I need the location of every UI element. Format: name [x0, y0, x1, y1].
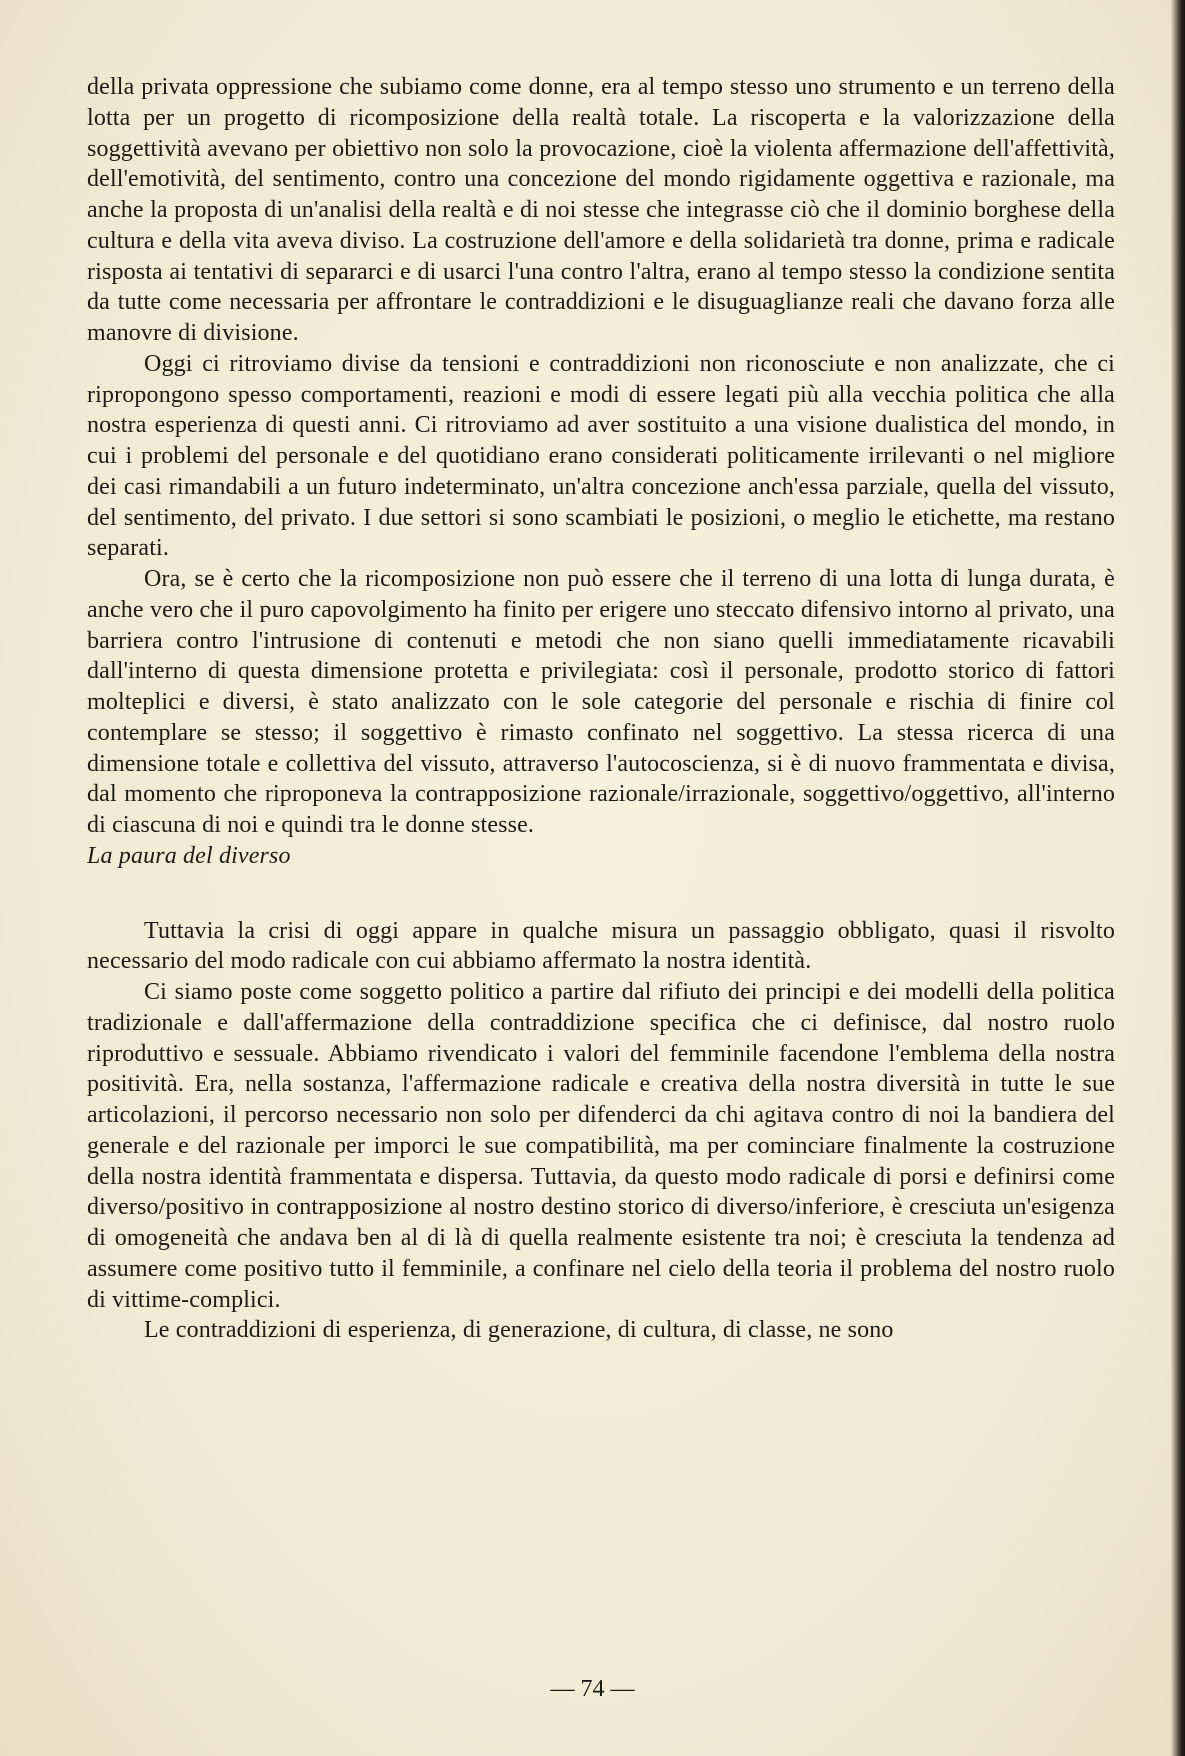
paragraph: Le contraddizioni di esperienza, di generazione, di cultura, di classe, ne sono [144, 1317, 894, 1344]
paragraph: Tuttavia la crisi di oggi appare in qualche misura un passaggio obbligato, quasi il risvolto necessario del modo radicale con cui abbiamo affermato la nostra identità. [87, 917, 1115, 975]
paragraph: Ci siamo poste come soggetto politico a partire dal rifiuto dei principi e dei modelli della politica tradizionale e dall'affermazione della contraddizione specifica che ci definisce, dal nostro ruolo riproduttivo e sessuale. Abbiamo rivendicato i valori del femminile facendone l'emblema della nostra positività. Era, nella sostanza, l'affermazione radicale e creativa della nostra diversità in tutte le sue articolazioni, il percorso necessario non solo per difenderci da chi agitava contro di noi la bandiera del generale e del razionale per imporci le sue compatibilità, ma per cominciare finalmente la costruzione della nostra identità frammentata e dispersa. Tuttavia, da questo modo radicale di porsi e definirsi come diverso/positivo in contrapposizione al nostro destino storico di diverso/inferiore, è cresciuta un'esigenza di omogeneità che andava ben al di là di quella realmente esistente tra noi; è cresciuta la tendenza ad assumere come positivo tutto il femminile, a confinare nel cielo della teoria il problema del nostro ruolo di vittime-complici. [87, 979, 1115, 1313]
page-number: — 74 — [550, 1676, 635, 1702]
body-text [87, 72, 1115, 1346]
page-edge-shadow [1171, 0, 1185, 1756]
paragraph: Oggi ci ritroviamo divise da tensioni e contraddizioni non riconosciute e non analizzate, che ci ripropongono spesso comportamenti, reazioni e modi di essere legati più alla vecchia politica che alla nostra esperienza di questi anni. Ci ritroviamo ad aver sostituito a una visione dualistica del mondo, in cui i problemi del personale e del quotidiano erano considerati politicamente irrilevanti o nel migliore dei casi rimandabili a un futuro indeterminato, un'altra concezione anch'essa parziale, quella del vissuto, del sentimento, del privato. I due settori si sono scambiati le posizioni, o meglio le etichette, ma restano separati. [87, 350, 1115, 562]
paragraph: della privata oppressione che subiamo come donne, era al tempo stesso uno strumento e un terreno della lotta per un progetto di ricomposizione della realtà totale. La riscoperta e la valorizzazione della soggettività avevano per obiettivo non solo la provocazione, cioè la violenta affermazione dell'affettività, dell'emotività, del sentimento, contro una concezione del mondo rigidamente oggettiva e razionale, ma anche la proposta di un'analisi della realtà e di noi stesse che integrasse ciò che il dominio borghese della cultura e della vita aveva diviso. La costruzione dell'amore e della solidarietà tra donne, prima e radicale risposta ai tentativi di separarci e di usarci l'una contro l'altra, erano al tempo stesso la condizione sentita da tutte come necessaria per affrontare le contraddizioni e le disuguaglianze reali che davano forza alle manovre di divisione. [87, 74, 1115, 346]
paragraph: Ora, se è certo che la ricomposizione non può essere che il terreno di una lotta di lunga durata, è anche vero che il puro capovolgimento ha finito per erigere uno steccato difensivo intorno al privato, una barriera contro l'intrusione di contenuti e metodi che non siano quelli immediatamente ricavabili dall'interno di questa dimensione protetta e privilegiata: così il personale, prodotto storico di fattori molteplici e diversi, è stato analizzato con le sole categorie del personale e rischia di finire col contemplare se stesso; il soggettivo è rimasto confinato nel soggettivo. La stessa ricerca di una dimensione totale e collettiva del vissuto, attraverso l'autocoscienza, si è di nuovo frammentata e divisa, dal momento che riproponeva la contrapposizione razionale/irrazionale, soggettivo/oggettivo, all'interno di ciascuna di noi e quindi tra le donne stesse. [87, 566, 1115, 838]
section-heading: La paura del diverso [87, 842, 291, 869]
